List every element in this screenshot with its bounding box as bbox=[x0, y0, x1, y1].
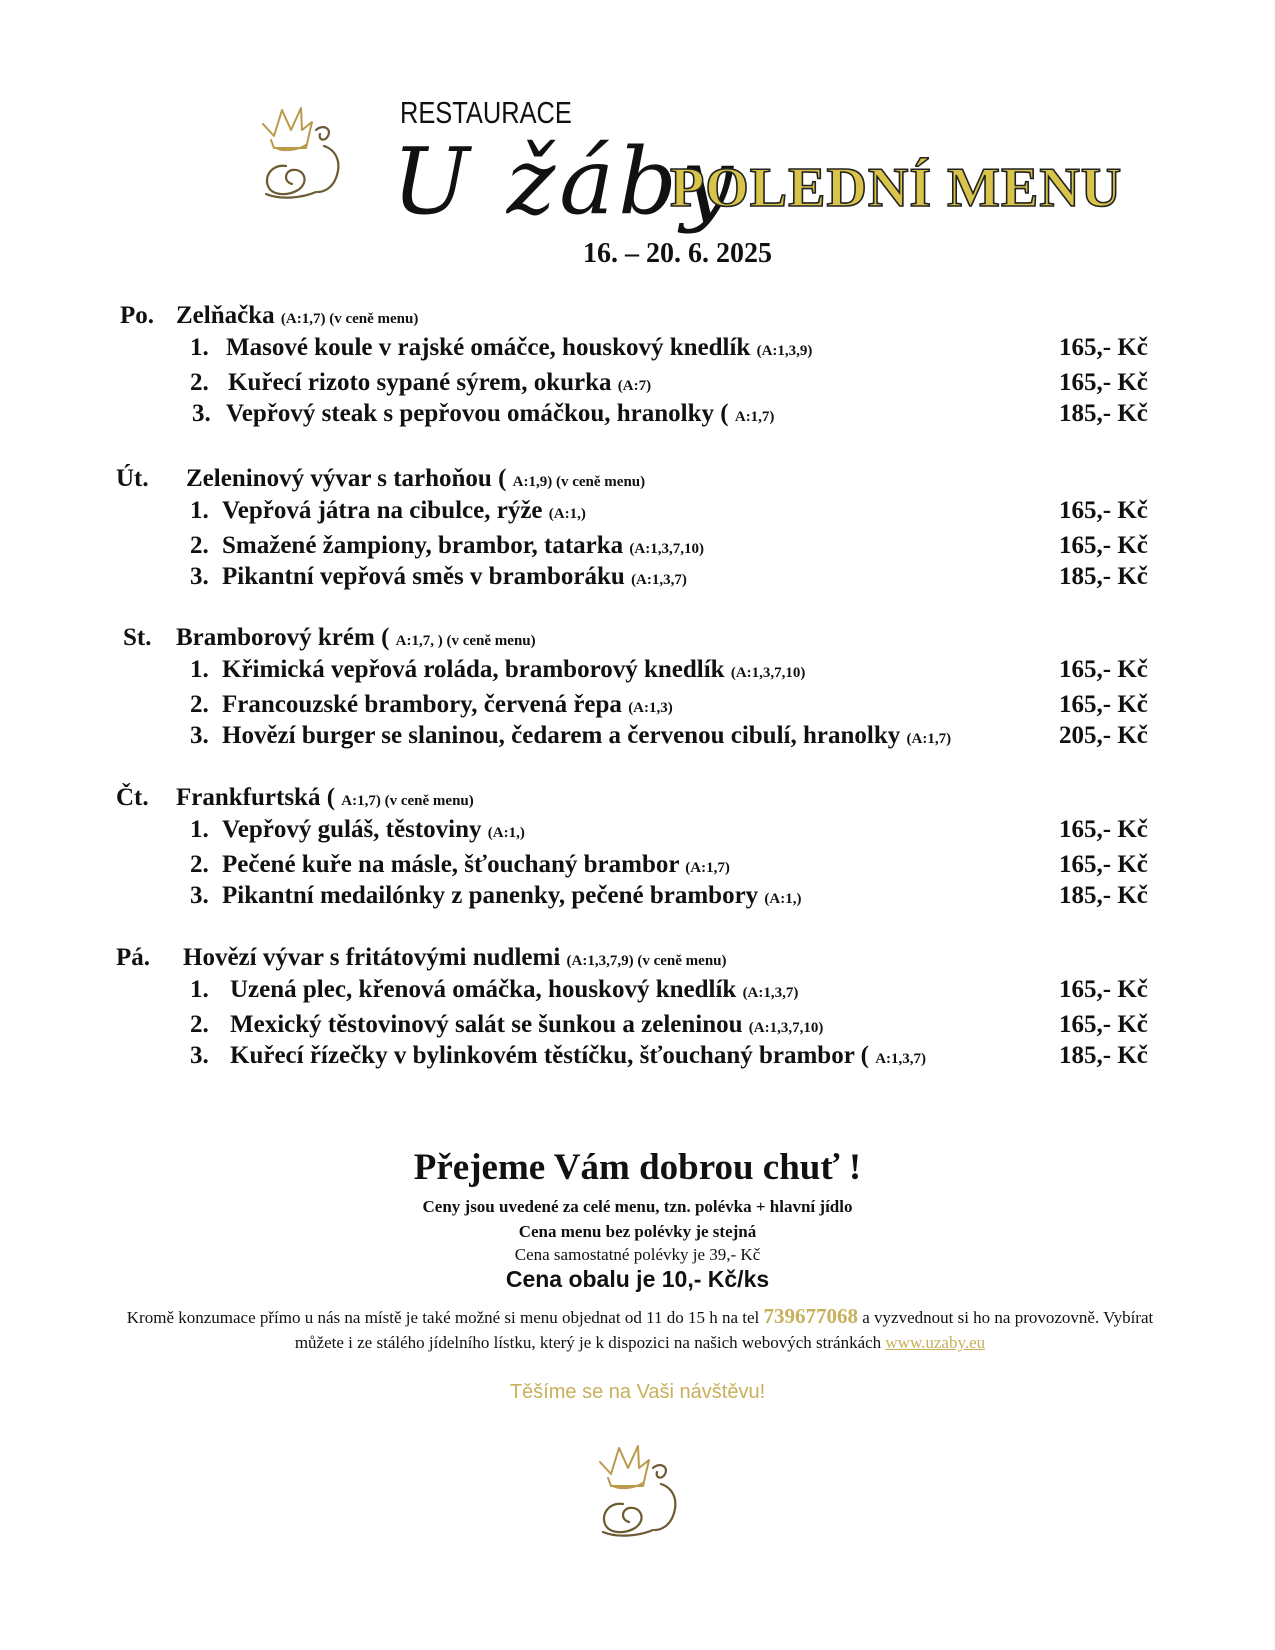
soup-allergens: A:1,9) (v ceně menu) bbox=[512, 474, 646, 490]
soup-name: Bramborový krém ( bbox=[176, 624, 390, 651]
item-number: 2. bbox=[190, 1011, 209, 1038]
soup-line bbox=[176, 624, 536, 652]
frog-crown-logo-icon bbox=[258, 100, 353, 210]
item-allergens: (A:1,3,7,10) bbox=[730, 665, 806, 681]
restaurant-name: U žáby bbox=[392, 128, 737, 235]
phone-number[interactable]: 739677068 bbox=[763, 1304, 858, 1328]
item-number: 1. bbox=[190, 497, 209, 524]
page-title: POLEDNÍ MENU bbox=[670, 157, 1123, 219]
item-number: 1. bbox=[190, 334, 209, 361]
item-name: Mexický těstovinový salát se šunkou a zeleninou bbox=[230, 1011, 743, 1038]
item-price: 185,- Kč bbox=[1059, 563, 1148, 590]
item-price: 185,- Kč bbox=[1059, 1042, 1148, 1069]
item-allergens: (A:1,3) bbox=[628, 700, 673, 716]
item-allergens: A:1,7) bbox=[734, 409, 775, 425]
item-allergens: (A:1,) bbox=[548, 506, 586, 522]
item-price: 165,- Kč bbox=[1059, 1011, 1148, 1038]
item-number: 1. bbox=[190, 816, 209, 843]
item-number: 1. bbox=[190, 976, 209, 1003]
item-price: 165,- Kč bbox=[1059, 369, 1148, 396]
item-price: 205,- Kč bbox=[1059, 722, 1148, 749]
day-abbreviation: Út. bbox=[116, 465, 149, 492]
item-allergens: (A:1,) bbox=[487, 825, 525, 841]
item-name: Vepřová játra na cibulce, rýže bbox=[222, 497, 543, 524]
soup-line bbox=[186, 465, 645, 493]
item-allergens: (A:7) bbox=[617, 378, 652, 394]
item-number: 3. bbox=[190, 1042, 209, 1069]
item-number: 1. bbox=[190, 656, 209, 683]
item-number: 3. bbox=[190, 722, 209, 749]
item-allergens: (A:1,3,7) bbox=[742, 985, 799, 1001]
item-price: 185,- Kč bbox=[1059, 882, 1148, 909]
item-price: 165,- Kč bbox=[1059, 656, 1148, 683]
item-name: Vepřový steak s pepřovou omáčkou, hranolky ( bbox=[226, 400, 729, 427]
order-text-1: Kromě konzumace přímo u nás na místě je také možné si menu objednat od 11 do 15 h na tel bbox=[126, 1308, 760, 1327]
soup-line bbox=[176, 784, 474, 812]
item-name: Pikantní vepřová směs v bramboráku bbox=[222, 563, 625, 590]
item-number: 2. bbox=[190, 532, 209, 559]
item-name: Pikantní medailónky z panenky, pečené brambory bbox=[222, 882, 759, 909]
item-number: 2. bbox=[190, 369, 209, 396]
see-you-text: Těšíme se na Vaši návštěvu! bbox=[509, 1381, 766, 1403]
item-allergens: (A:1,3,7) bbox=[631, 572, 687, 588]
soup-allergens: A:1,7, ) (v ceně menu) bbox=[395, 633, 536, 649]
item-name: Pečené kuře na másle, šťouchaný brambor bbox=[222, 851, 679, 878]
item-allergens: (A:1,7) bbox=[685, 860, 730, 876]
price-note-menu: Ceny jsou uvedené za celé menu, tzn. polévka + hlavní jídlo bbox=[422, 1197, 853, 1216]
item-number: 2. bbox=[190, 851, 209, 878]
item-name: Masové koule v rajské omáčce, houskový knedlík bbox=[226, 334, 751, 361]
wish-text: Přejeme Vám dobrou chuť ! bbox=[413, 1147, 862, 1188]
item-price: 165,- Kč bbox=[1059, 334, 1148, 361]
item-allergens: (A:1,3,9) bbox=[756, 343, 813, 359]
day-abbreviation: St. bbox=[123, 624, 152, 651]
item-name: Uzená plec, křenová omáčka, houskový knedlík bbox=[230, 976, 737, 1003]
soup-name: Hovězí vývar s fritátovými nudlemi bbox=[183, 944, 561, 971]
soup-allergens: A:1,7) (v ceně menu) bbox=[341, 793, 474, 809]
item-price: 165,- Kč bbox=[1059, 851, 1148, 878]
price-note-no-soup: Cena menu bez polévky je stejná bbox=[518, 1222, 757, 1241]
frog-crown-logo-icon bbox=[595, 1438, 690, 1548]
item-name: Smažené žampiony, brambor, tatarka bbox=[222, 532, 624, 559]
item-name: Kuřecí rizoto sypané sýrem, okurka bbox=[228, 369, 612, 396]
soup-allergens: (A:1,7) (v ceně menu) bbox=[280, 311, 419, 327]
item-number: 3. bbox=[190, 882, 209, 909]
item-allergens: (A:1,) bbox=[764, 891, 802, 907]
item-allergens: (A:1,7) bbox=[906, 731, 952, 747]
item-number: 3. bbox=[190, 563, 209, 590]
item-price: 165,- Kč bbox=[1059, 816, 1148, 843]
item-allergens: (A:1,3,7,10) bbox=[748, 1020, 824, 1036]
item-name: Vepřový guláš, těstoviny bbox=[222, 816, 482, 843]
item-name: Křimická vepřová roláda, bramborový knedlík bbox=[222, 656, 725, 683]
order-info bbox=[120, 1304, 1160, 1355]
soup-name: Frankfurtská ( bbox=[176, 784, 336, 811]
item-number: 3. bbox=[192, 400, 211, 427]
item-price: 185,- Kč bbox=[1059, 400, 1148, 427]
item-price: 165,- Kč bbox=[1059, 497, 1148, 524]
soup-line bbox=[183, 944, 727, 972]
packaging-price: Cena obalu je 10,- Kč/ks bbox=[505, 1266, 770, 1292]
price-note-soup: Cena samostatné polévky je 39,- Kč bbox=[514, 1245, 761, 1264]
soup-line bbox=[176, 302, 418, 330]
item-allergens: A:1,3,7) bbox=[875, 1051, 927, 1067]
day-abbreviation: Čt. bbox=[116, 784, 149, 811]
website-link[interactable]: www.uzaby.eu bbox=[885, 1333, 986, 1352]
item-price: 165,- Kč bbox=[1059, 976, 1148, 1003]
item-name: Hovězí burger se slaninou, čedarem a červenou cibulí, hranolky bbox=[222, 722, 901, 749]
item-name: Kuřecí řízečky v bylinkovém těstíčku, šťouchaný brambor ( bbox=[230, 1042, 869, 1069]
soup-name: Zeleninový vývar s tarhoňou ( bbox=[186, 465, 507, 492]
soup-name: Zelňačka bbox=[176, 302, 275, 329]
restaurant-label: RESTAURACE bbox=[400, 95, 572, 130]
menu-date: 16. – 20. 6. 2025 bbox=[583, 238, 772, 269]
day-abbreviation: Pá. bbox=[116, 944, 151, 971]
item-price: 165,- Kč bbox=[1059, 532, 1148, 559]
order-text-2: a vyzvednout si ho na provozovně. Vybírat můžete i ze stálého jídelního lístku, který je k dispozici na našich webových stránkách bbox=[294, 1308, 1154, 1352]
item-name: Francouzské brambory, červená řepa bbox=[222, 691, 622, 718]
day-abbreviation: Po. bbox=[120, 302, 155, 329]
item-number: 2. bbox=[190, 691, 209, 718]
item-price: 165,- Kč bbox=[1059, 691, 1148, 718]
item-allergens: (A:1,3,7,10) bbox=[629, 541, 704, 557]
soup-allergens: (A:1,3,7,9) (v ceně menu) bbox=[566, 953, 727, 969]
